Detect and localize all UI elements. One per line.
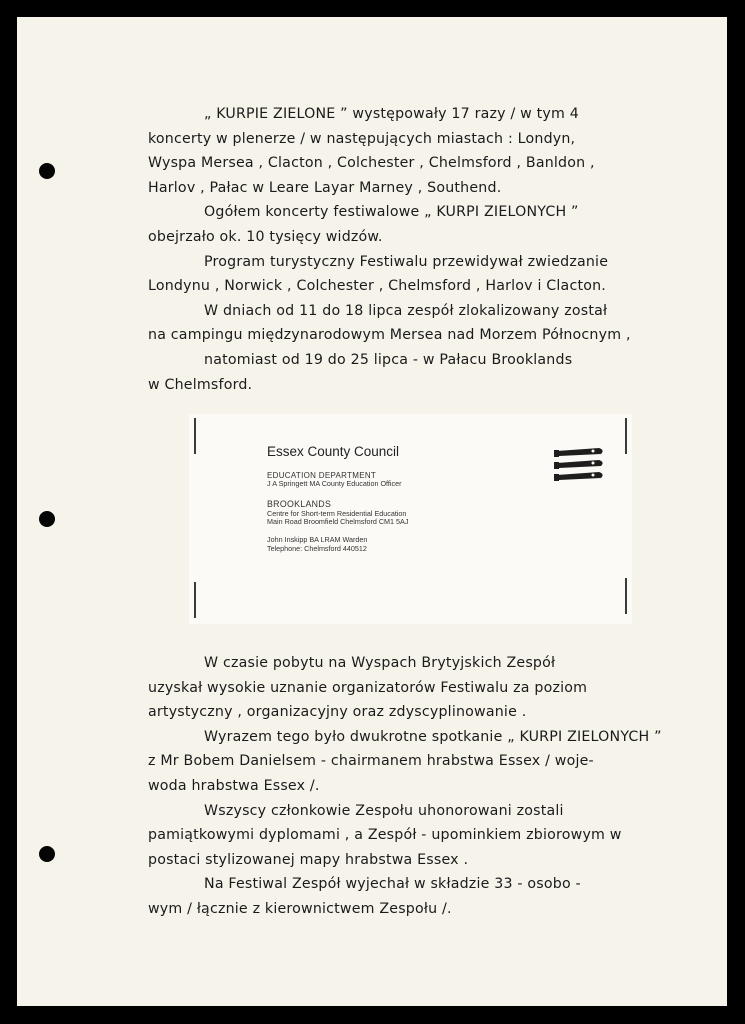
crop-mark [625, 418, 627, 454]
site-description: Centre for Short-term Residential Education [267, 509, 407, 518]
text-line: Wszyscy członkowie Zespołu uhonorowani zostali [204, 802, 564, 819]
address-line: Main Road Broomfield Chelmsford CM1 5AJ [267, 517, 409, 526]
text-line: natomiast od 19 do 25 lipca - w Pałacu Brooklands [204, 351, 573, 368]
text-line: woda hrabstwa Essex /. [148, 777, 320, 794]
text-line: Wyspa Mersea , Clacton , Colchester , Chelmsford , Banldon , [148, 155, 595, 172]
typed-text-block-top [148, 102, 708, 397]
site-name: BROOKLANDS [267, 499, 332, 509]
organization-name: Essex County Council [267, 444, 400, 459]
text-line: „ KURPIE ZIELONE ” występowały 17 razy / w tym 4 [204, 106, 579, 122]
seax-crest-icon [553, 444, 607, 488]
text-line: wym / łącznie z kierownictwem Zespołu /. [148, 900, 452, 917]
crop-mark [194, 418, 196, 454]
crop-mark [194, 582, 196, 618]
text-line: W dniach od 11 do 18 lipca zespół zlokalizowany został [204, 302, 608, 319]
document-page [17, 17, 727, 1006]
text-line: Harlov , Pałac w Leare Layar Marney , Southend. [148, 179, 502, 196]
officer-line: J A Springett MA County Education Officer [267, 479, 402, 488]
department-line: EDUCATION DEPARTMENT [267, 471, 377, 480]
text-line: Wyrazem tego było dwukrotne spotkanie „ KURPI ZIELONYCH ” [204, 728, 662, 745]
text-line: Program turystyczny Festiwalu przewidywał zwiedzanie [204, 253, 609, 270]
punch-hole [39, 846, 55, 862]
text-line: na campingu międzynarodowym Mersea nad Morzem Północnym , [148, 327, 631, 344]
text-line: z Mr Bobem Danielsem - chairmanem hrabstwa Essex / woje- [148, 753, 594, 770]
text-line: w Chelmsford. [148, 376, 253, 393]
text-line: pamiątkowymi dyplomami , a Zespół - upominkiem zbiorowym w [148, 827, 622, 844]
punch-hole [39, 163, 55, 179]
text-line: obejrzało ok. 10 tysięcy widzów. [148, 228, 383, 245]
text-line: Ogółem koncerty festiwalowe „ KURPI ZIELONYCH ” [204, 204, 579, 221]
text-line: Na Festiwal Zespół wyjechał w składzie 33 - osobo - [204, 876, 581, 893]
text-line: W czasie pobytu na Wyspach Brytyjskich Zespół [204, 655, 556, 671]
warden-line: John Inskipp BA LRAM Warden [267, 535, 368, 544]
text-line: koncerty w plenerze / w następujących miastach : Londyn, [148, 130, 576, 147]
text-line: postaci stylizowanej mapy hrabstwa Essex . [148, 851, 469, 868]
telephone-line: Telephone: Chelmsford 440512 [267, 544, 367, 553]
crop-mark [625, 578, 627, 614]
text-line: Londynu , Norwick , Colchester , Chelmsford , Harlov i Clacton. [148, 278, 606, 295]
typed-text-block-bottom [148, 651, 708, 922]
letterhead-card [189, 414, 632, 624]
punch-hole [39, 511, 55, 527]
text-line: artystyczny , organizacyjny oraz zdyscyplinowanie . [148, 704, 527, 721]
text-line: uzyskał wysokie uznanie organizatorów Festiwalu za poziom [148, 679, 588, 696]
